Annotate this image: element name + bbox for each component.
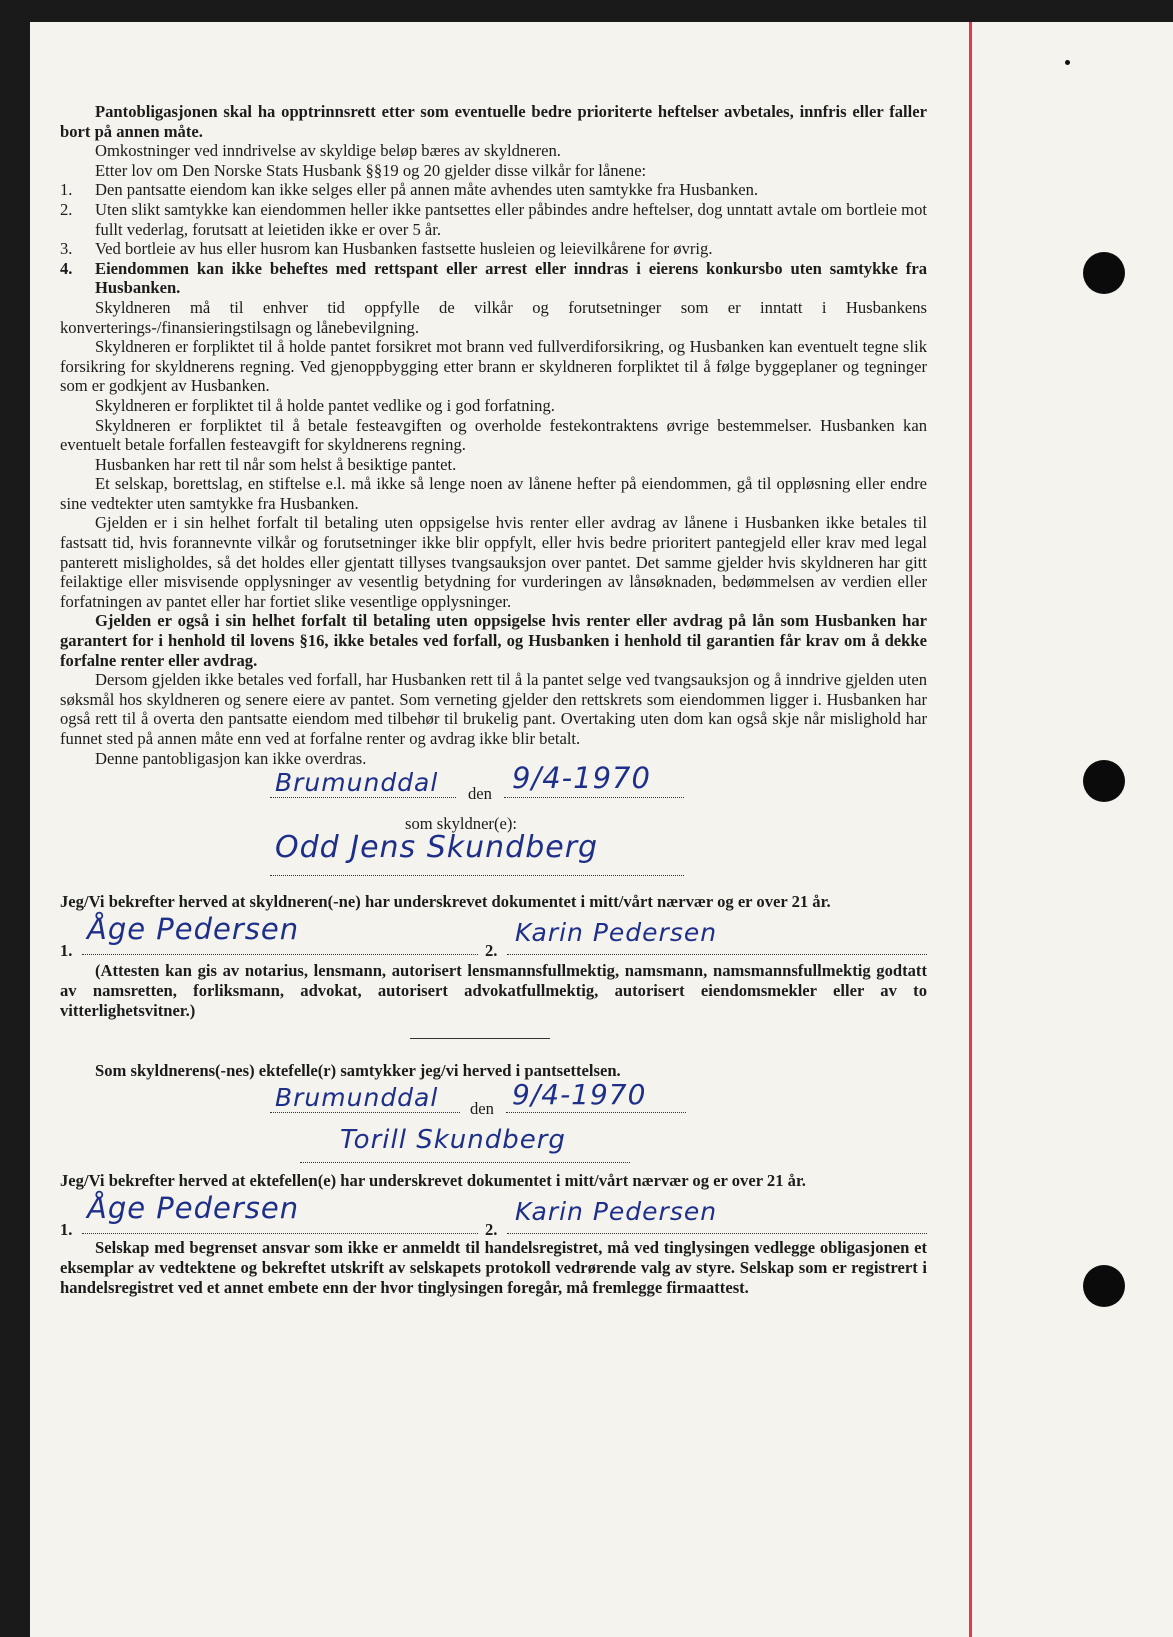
- paragraph-law-intro: Etter lov om Den Norske Stats Husbank §§19 og 20 gjelder disse vilkår for lånene:: [95, 160, 647, 180]
- place-date-line: [60, 761, 927, 812]
- document-content: [60, 102, 927, 1297]
- paragraph-costs: Omkostninger ved inndrivelse av skyldige beløp bæres av skyldneren.: [95, 141, 561, 161]
- paper-speck: [1065, 60, 1070, 65]
- spouse-signature-line: [60, 1125, 927, 1171]
- paragraph-lease-fee: Skyldneren er forpliktet til å betale festeavgiften og overholde festekontraktens øvrige bestemmelser. Husbanken kan eventuelt betale forfallen festeavgift for skyldnerens regning.: [60, 415, 927, 455]
- witness-1-signature: Åge Pedersen: [87, 1191, 300, 1226]
- punch-hole-middle: [1083, 760, 1125, 802]
- paragraph-transfer: Denne pantobligasjon kan ikke overdras.: [95, 748, 367, 768]
- paragraph-conditions: Skyldneren må til enhver tid oppfylle de vilkår og forutsetninger som er inntatt i Husbankens konverterings-/finansieringstilsagn og lånebevilgning.: [60, 297, 927, 337]
- paragraph-guarantee: Gjelden er også i sin helhet forfalt til betaling uten oppsigelse hvis renter eller avdrag på lån som Husbanken har garantert for i henhold til lovens §16, ikke betales ved forfall, og Husbanken i henhold til garantien får krav om å dekke forfalne renter eller avdrag.: [60, 611, 927, 670]
- punch-hole-bottom: [1083, 1265, 1125, 1307]
- paragraph-insurance: Skyldneren er forpliktet til å holde pantet forsikret mot brann ved fullverdiforsikring, og Husbanken kan eventuelt tegne slik forsikring for skyldnerens regning. Ved gjenoppbygging etter brann er skyldneren forpliktet til å følge byggeplaner og tegninger som er godkjent av Husbanken.: [60, 337, 927, 396]
- spouse-signature: Torill Skundberg: [340, 1124, 566, 1155]
- punch-hole-top: [1083, 252, 1125, 294]
- paragraph-default: Gjelden er i sin helhet forfalt til betaling uten oppsigelse hvis renter eller avdrag av lånene i Husbanken ikke betales til fastsatt tid, hvis forannevnte vilkår og forutsetninger ikke blir oppfylt, eller hvis bedre prioritert pantegjeld eller krav med legal panterett misligholdes, så det holdes eller gjentatt tillyses tvangsauksjon over pantet. Det samme gjelder hvis skyldneren har gitt feilaktige eller misvisende opplysninger av vesentlig betydning for vurderingen av lånsøknaden, bedømmelsen av verdien eller forfatningen av pantet eller har fortiet slike vesentlige opplysninger.: [60, 513, 927, 611]
- place-handwritten: Brumunddal: [275, 768, 439, 798]
- red-margin-line: [969, 22, 972, 1637]
- den-label: den: [468, 784, 492, 804]
- paragraph-maintenance: Skyldneren er forpliktet til å holde pantet vedlike og i god forfatning.: [95, 395, 555, 415]
- place-handwritten: Brumunddal: [275, 1082, 439, 1112]
- date-handwritten: 9/4-1970: [512, 1077, 647, 1111]
- debtor-signature-line: [60, 829, 927, 886]
- witness-2-signature: Karin Pedersen: [515, 1197, 718, 1227]
- spouse-witness-text: Jeg/Vi bekrefter herved at ektefellen(e) har underskrevet dokumentet i mitt/vårt nærvær og er over 21 år.: [60, 1170, 806, 1190]
- witness-signature-line: 1. Åge Pedersen 2. Karin Pedersen: [60, 911, 927, 961]
- separator-line: [60, 1038, 927, 1039]
- witness-confirmation-text: Jeg/Vi bekrefter herved at skyldneren(-ne) har underskrevet dokumentet i mitt/vårt nærvær og er over 21 år.: [60, 891, 831, 911]
- company-requirements-note: Selskap med begrenset ansvar som ikke er anmeldt til handelsregistret, må ved tinglysingen vedlegge obligasjonen et eksemplar av vedtektene og bekreftet utskrift av selskapets protokoll vedrørende valg av styre. Selskap som er registrert i handelsregistret ved et annet embete enn der hvor tinglysingen foregår, må fremlegge firmaattest.: [60, 1238, 927, 1297]
- spouse-place-date-line: [60, 1077, 927, 1125]
- witness-1-signature: Åge Pedersen: [87, 912, 300, 947]
- debtor-role-label: som skyldner(e):: [405, 814, 517, 834]
- paragraph-priority: Pantobligasjonen skal ha opptrinnsrett etter som eventuelle bedre prioriterte heftelser avbetales, innfris eller faller bort på annen måte.: [60, 102, 927, 141]
- spouse-witness-signature-line: 1. Åge Pedersen 2. Karin Pedersen: [60, 1190, 927, 1238]
- witness-2-signature: Karin Pedersen: [515, 918, 718, 948]
- list-item: 3. Ved bortleie av hus eller husrom kan Husbanken fastsette husleien og leievilkårene for øvrig.: [60, 239, 713, 259]
- list-item: 2. Uten slikt samtykke kan eiendommen heller ikke pantsettes eller påbindes andre heftelser, dog unntatt avtale om bortleie mot fullt vederlag, forutsatt at leietiden ikke er over 5 år.: [60, 199, 927, 239]
- debtor-signature: Odd Jens Skundberg: [275, 829, 599, 865]
- date-handwritten: 9/4-1970: [512, 761, 651, 796]
- paragraph-enforcement: Dersom gjelden ikke betales ved forfall, har Husbanken rett til å la pantet selge ved tvangsauksjon og å inndrive gjelden uten søksmål hos skyldneren og senere eiere av pantet. Som verneting gjelder den rettskrets som eiendommen ligger i. Husbanken har også rett til å overta den pantsatte eiendom med tilbehør til brukelig pant. Overtaking uten dom kan også skje når mislighold har funnet sted på annen måte enn ved at forfalne renter og avdrag ikke blir betalt.: [60, 670, 927, 748]
- den-label: den: [470, 1098, 494, 1118]
- list-item: 4. Eiendommen kan ikke beheftes med rettspant eller arrest eller inndras i eierens konkursbo uten samtykke fra Husbanken.: [60, 258, 927, 298]
- list-item: 1. Den pantsatte eiendom kan ikke selges eller på annen måte avhendes uten samtykke fra Husbanken.: [60, 180, 759, 200]
- document-page: [30, 22, 1173, 1637]
- attestation-note: (Attesten kan gis av notarius, lensmann, autorisert lensmannsfullmektig, namsmann, namsmannsfullmektig godtatt av namsretten, forliksmann, advokat, autorisert advokatfullmektig, autorisert eiendomsmekler eller av to vitterlighetsvitner.): [60, 961, 927, 1020]
- spouse-consent-text: Som skyldnerens(-nes) ektefelle(r) samtykker jeg/vi herved i pantsettelsen.: [95, 1061, 621, 1081]
- paragraph-inspection: Husbanken har rett til når som helst å besiktige pantet.: [95, 454, 457, 474]
- paragraph-dissolution: Et selskap, borettslag, en stiftelse e.l. må ikke så lenge noen av lånene hefter på eiendommen, gå til oppløsning eller endre sine vedtekter uten samtykke fra Husbanken.: [60, 474, 927, 513]
